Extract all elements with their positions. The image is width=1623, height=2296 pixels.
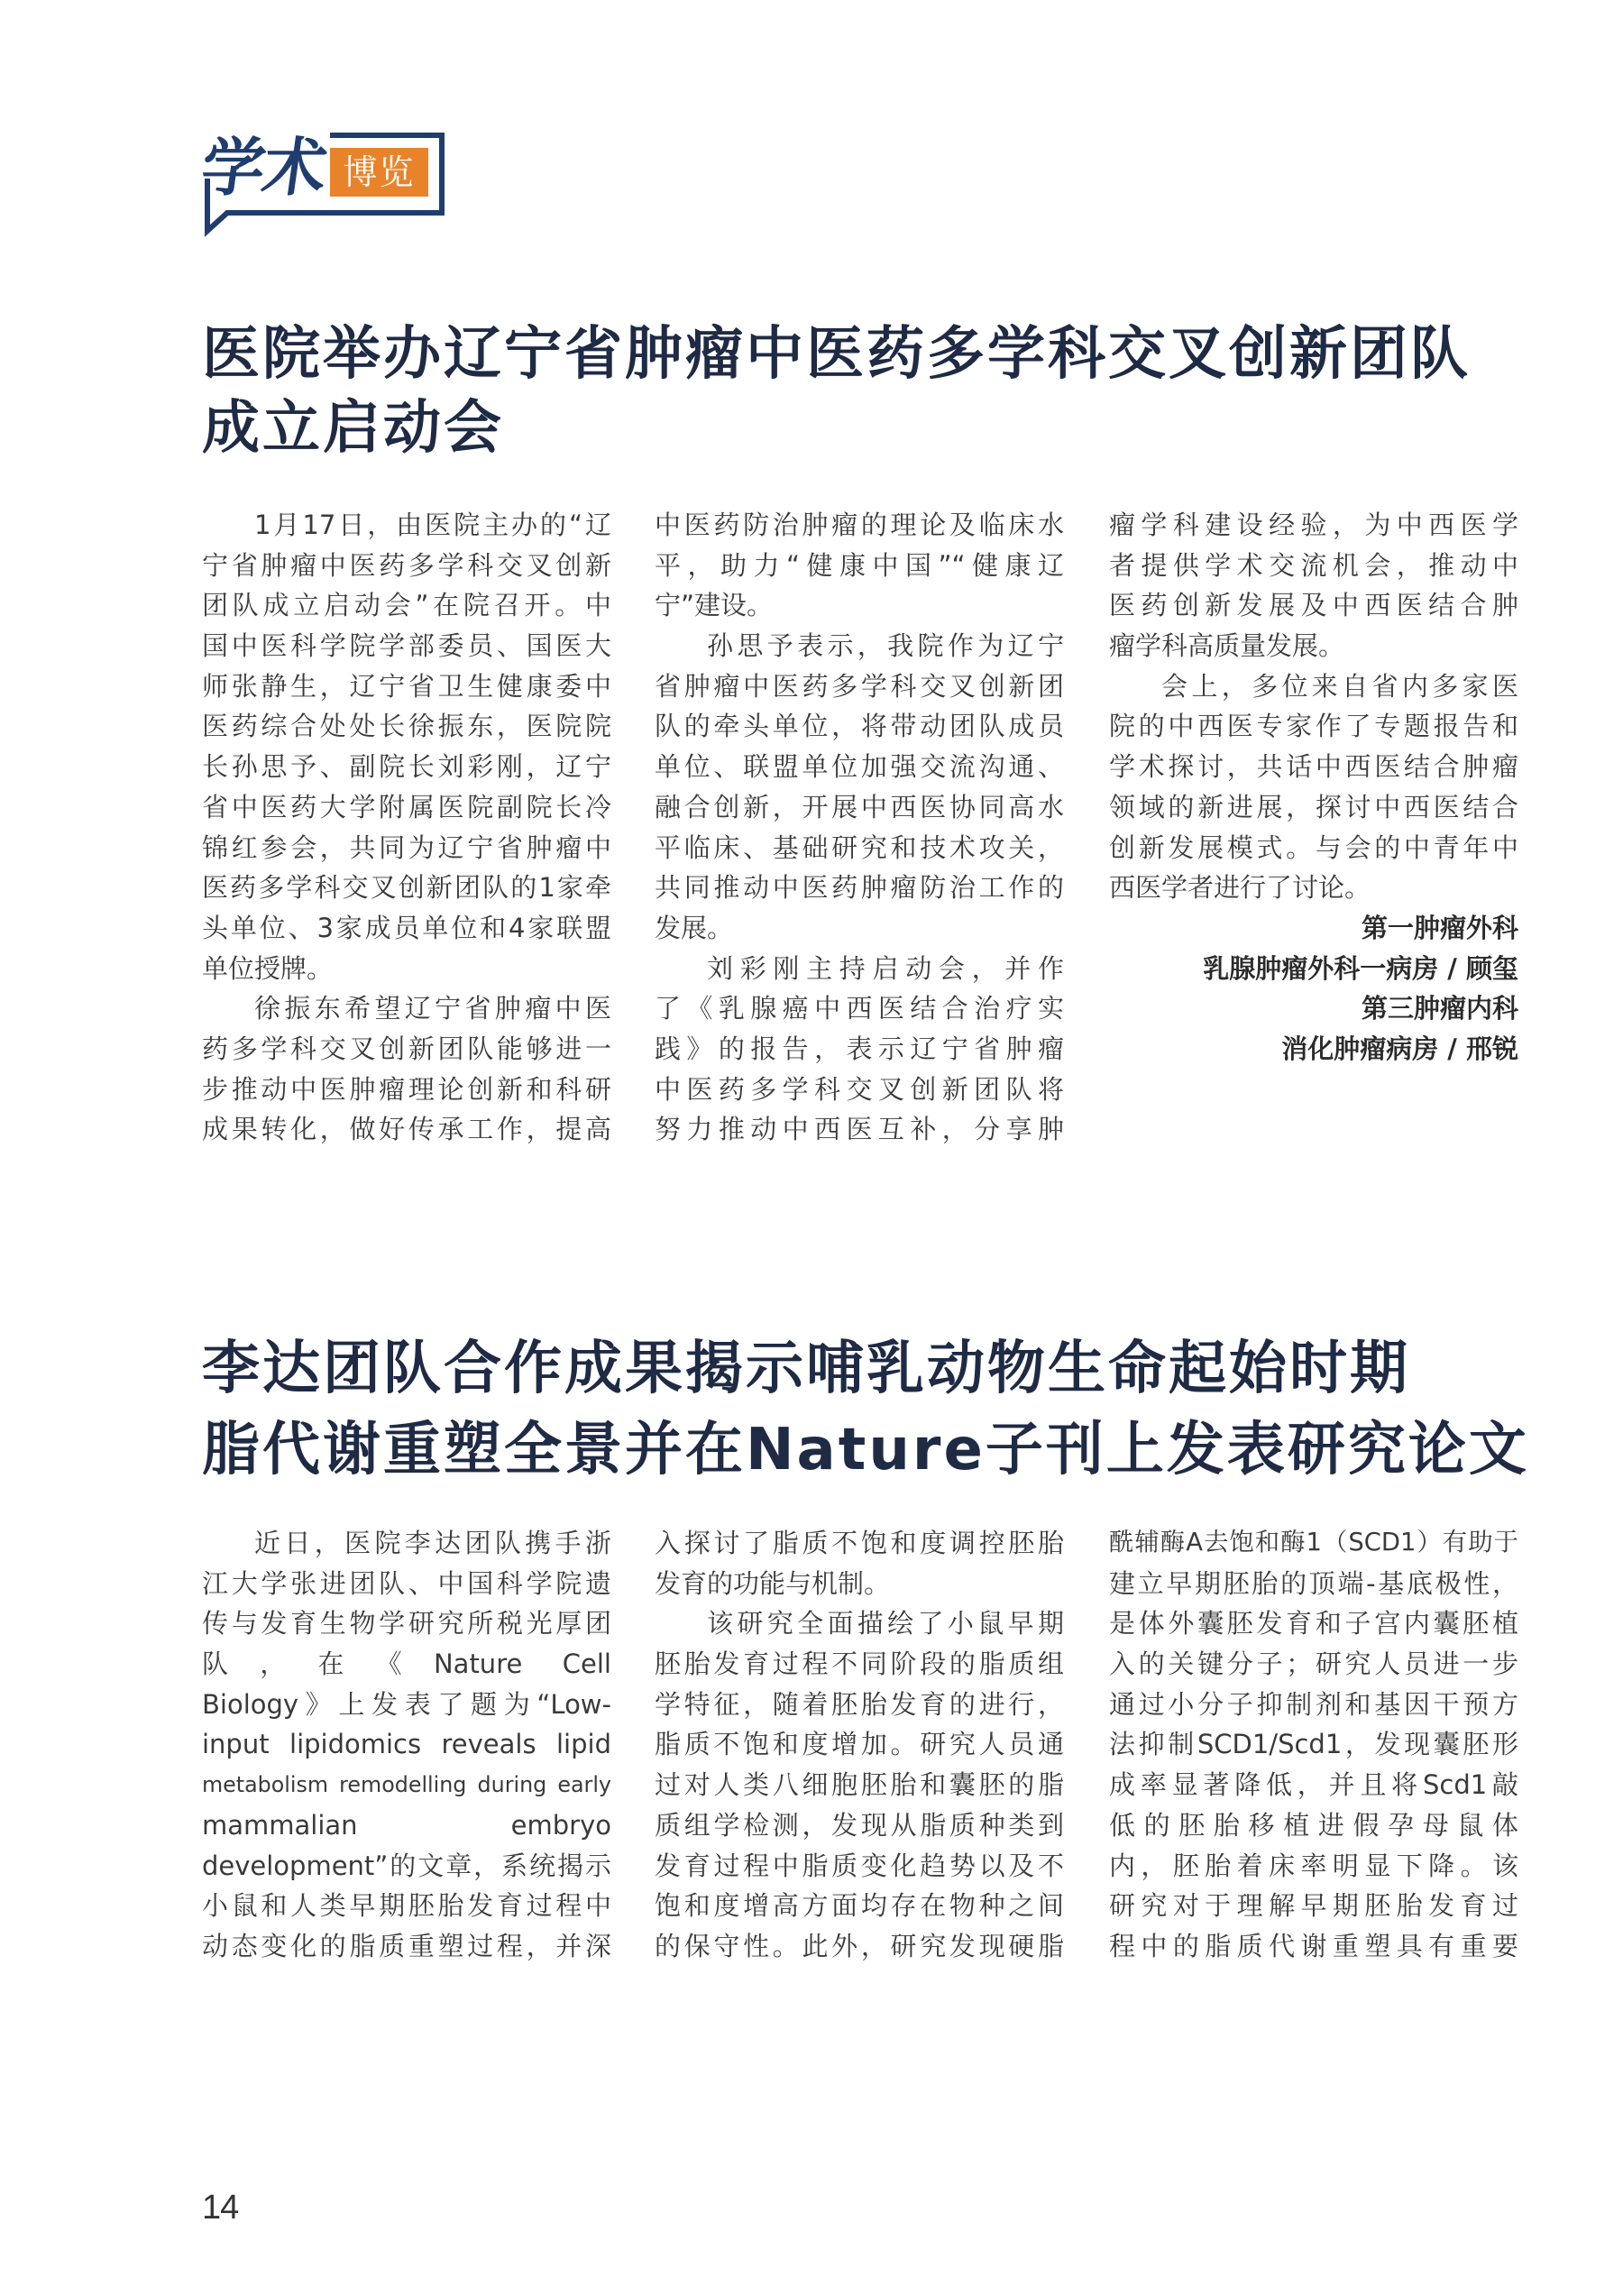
byline-department: 第三肿瘤内科 — [1361, 993, 1518, 1024]
article-title — [202, 1328, 1573, 1491]
body-line: 药多学科交叉创新团队能够进一 — [202, 1033, 611, 1064]
body-line: 瘤学科建设经验，为中西医学 — [1109, 510, 1518, 540]
body-line: 通过小分子抑制剂和基因干预方 — [1109, 1688, 1518, 1720]
body-line: 程中的脂质代谢重塑具有重要 — [1109, 1930, 1518, 1961]
body-line: 师张静生，辽宁省卫生健康委中 — [202, 670, 611, 702]
body-line: mammalian embryo — [202, 1809, 611, 1841]
text-column — [202, 505, 611, 1150]
body-line: 国中医科学院学部委员、国医大 — [202, 630, 611, 662]
body-line: 入的关键分子；研究人员进一步 — [1109, 1649, 1518, 1680]
body-line: 学特征，随着胚胎发育的进行， — [655, 1688, 1064, 1720]
body-line: 孙思予表示，我院作为辽宁 — [707, 630, 1064, 662]
article-title — [202, 317, 1573, 465]
section-logo-main-text: 学术 — [197, 131, 330, 205]
body-line: 脂质不饱和度增加。研究人员通 — [655, 1729, 1064, 1760]
body-line: 入探讨了脂质不饱和度调控胚胎 — [655, 1528, 1064, 1558]
body-line: 省中医药大学附属医院副院长冷 — [202, 791, 611, 822]
byline-author: 消化肿瘤病房 / 邢锐 — [1281, 1033, 1518, 1064]
body-line: 质组学检测，发现从脂质种类到 — [655, 1809, 1064, 1841]
body-line: 成率显著降低，并且将Scd1敲 — [1109, 1769, 1518, 1801]
body-line: 小鼠和人类早期胚胎发育过程中 — [202, 1890, 611, 1922]
page-number: 14 — [202, 2189, 239, 2227]
body-line: 践》的报告，表示辽宁省肿瘤 — [655, 1033, 1064, 1064]
body-line: 瘤学科高质量发展。 — [1109, 630, 1345, 662]
body-line: 西医学者进行了讨论。 — [1109, 872, 1371, 904]
article-title-line: 李达团队合作成果揭示哺乳动物生命起始时期 — [202, 1336, 1410, 1402]
body-line: 胚胎发育过程不同阶段的脂质组 — [655, 1649, 1064, 1680]
body-line: 是体外囊胚发育和子宫内囊胚植 — [1109, 1608, 1518, 1639]
body-line: 单位授牌。 — [202, 952, 334, 984]
body-line: 的保守性。此外，研究发现硬脂 — [655, 1930, 1064, 1961]
body-line: 院的中西医专家作了专题报告和 — [1109, 711, 1518, 742]
body-line: 研究对于理解早期胚胎发育过 — [1109, 1890, 1518, 1922]
body-line: 会上，多位来自省内多家医 — [1161, 670, 1518, 702]
body-line: 锦红参会，共同为辽宁省肿瘤中 — [202, 831, 611, 863]
body-line: 宁”建设。 — [655, 590, 774, 621]
body-line: 单位、联盟单位加强交流沟通、 — [655, 751, 1064, 783]
body-line: 饱和度增高方面均存在物种之间 — [655, 1890, 1064, 1922]
body-line: 中医药防治肿瘤的理论及临床水 — [655, 510, 1064, 540]
article-title-line: 脂代谢重塑全景并在Nature子刊上发表研究论文 — [202, 1417, 1529, 1483]
body-line: 徐振东希望辽宁省肿瘤中医 — [254, 993, 611, 1024]
body-line: 动态变化的脂质重塑过程，并深 — [202, 1930, 611, 1961]
article-title-line: 成立启动会 — [202, 395, 504, 462]
body-line: 队的牵头单位，将带动团队成员 — [655, 711, 1064, 742]
body-line: 发展。 — [655, 912, 734, 943]
text-column — [655, 505, 1064, 1150]
body-line: 头单位、3家成员单位和4家联盟 — [202, 912, 611, 943]
body-line: 平，助力“健康中国”“健康辽 — [655, 549, 1064, 581]
body-line: 刘彩刚主持启动会，并作 — [707, 952, 1064, 984]
text-column — [655, 1523, 1064, 1967]
text-column — [202, 1523, 611, 1967]
body-line: development”的文章，系统揭示 — [202, 1850, 611, 1881]
body-line: 长孙思予、副院长刘彩刚，辽宁 — [202, 751, 611, 783]
text-column — [1109, 1523, 1518, 1967]
body-line: 了《乳腺癌中西医结合治疗实 — [655, 993, 1064, 1024]
body-line: 医药综合处处长徐振东，医院院 — [202, 711, 611, 742]
body-line: 1月17日，由医院主办的“辽 — [254, 510, 611, 540]
body-line: 该研究全面描绘了小鼠早期 — [707, 1608, 1064, 1639]
body-line: 共同推动中医药肿瘤防治工作的 — [655, 872, 1064, 904]
body-line: 领域的新进展，探讨中西医结合 — [1109, 791, 1518, 822]
body-line: 宁省肿瘤中医药多学科交叉创新 — [202, 549, 611, 581]
byline-department: 第一肿瘤外科 — [1361, 912, 1518, 943]
body-line: 平临床、基础研究和技术攻关， — [655, 831, 1064, 863]
section-logo — [198, 126, 451, 236]
body-line: Biology》上发表了题为“Low- — [202, 1688, 611, 1720]
body-line: 江大学张进团队、中国科学院遗 — [202, 1567, 611, 1599]
body-line: 省肿瘤中医药多学科交叉创新团 — [655, 670, 1064, 702]
body-line: 学术探讨，共话中西医结合肿瘤 — [1109, 751, 1518, 783]
body-line: 努力推动中西医互补，分享肿 — [655, 1114, 1064, 1145]
body-line: 发育的功能与机制。 — [655, 1567, 891, 1599]
body-line: 队，在《Nature Cell — [202, 1649, 611, 1680]
body-line: 成果转化，做好传承工作，提高 — [202, 1114, 611, 1145]
byline-author: 乳腺肿瘤外科一病房 / 顾玺 — [1203, 952, 1518, 984]
section-logo-tag: 博览 — [330, 148, 428, 197]
body-line: 传与发育生物学研究所税光厚团 — [202, 1608, 611, 1639]
body-line: 中医药多学科交叉创新团队将 — [655, 1073, 1064, 1105]
body-line: 内，胚胎着床率明显下降。该 — [1109, 1850, 1518, 1881]
body-line: 过对人类八细胞胚胎和囊胚的脂 — [655, 1769, 1064, 1801]
body-line: 团队成立启动会”在院召开。中 — [202, 590, 611, 621]
article-title-line: 医院举办辽宁省肿瘤中医药多学科交叉创新团队 — [202, 321, 1471, 388]
body-line: 低的胚胎移植进假孕母鼠体 — [1109, 1809, 1518, 1841]
body-line: 酰辅酶A去饱和酶1（SCD1）有助于 — [1109, 1529, 1518, 1557]
body-line: 创新发展模式。与会的中青年中 — [1109, 831, 1518, 863]
body-line: 法抑制SCD1/Scd1，发现囊胚形 — [1109, 1729, 1518, 1760]
body-line: input lipidomics reveals lipid — [202, 1729, 611, 1760]
body-line: 近日，医院李达团队携手浙 — [254, 1528, 611, 1558]
body-line: 发育过程中脂质变化趋势以及不 — [655, 1850, 1064, 1881]
text-column — [1109, 505, 1518, 1070]
body-line: 步推动中医肿瘤理论创新和科研 — [202, 1073, 611, 1105]
body-line: 者提供学术交流机会，推动中 — [1109, 549, 1518, 581]
body-line: 融合创新，开展中西医协同高水 — [655, 791, 1064, 822]
body-line: 医药多学科交叉创新团队的1家牵 — [202, 872, 611, 904]
body-line: 建立早期胚胎的顶端-基底极性， — [1109, 1567, 1518, 1599]
body-line: metabolism remodelling during early — [202, 1772, 611, 1798]
body-line: 医药创新发展及中西医结合肿 — [1109, 590, 1518, 621]
